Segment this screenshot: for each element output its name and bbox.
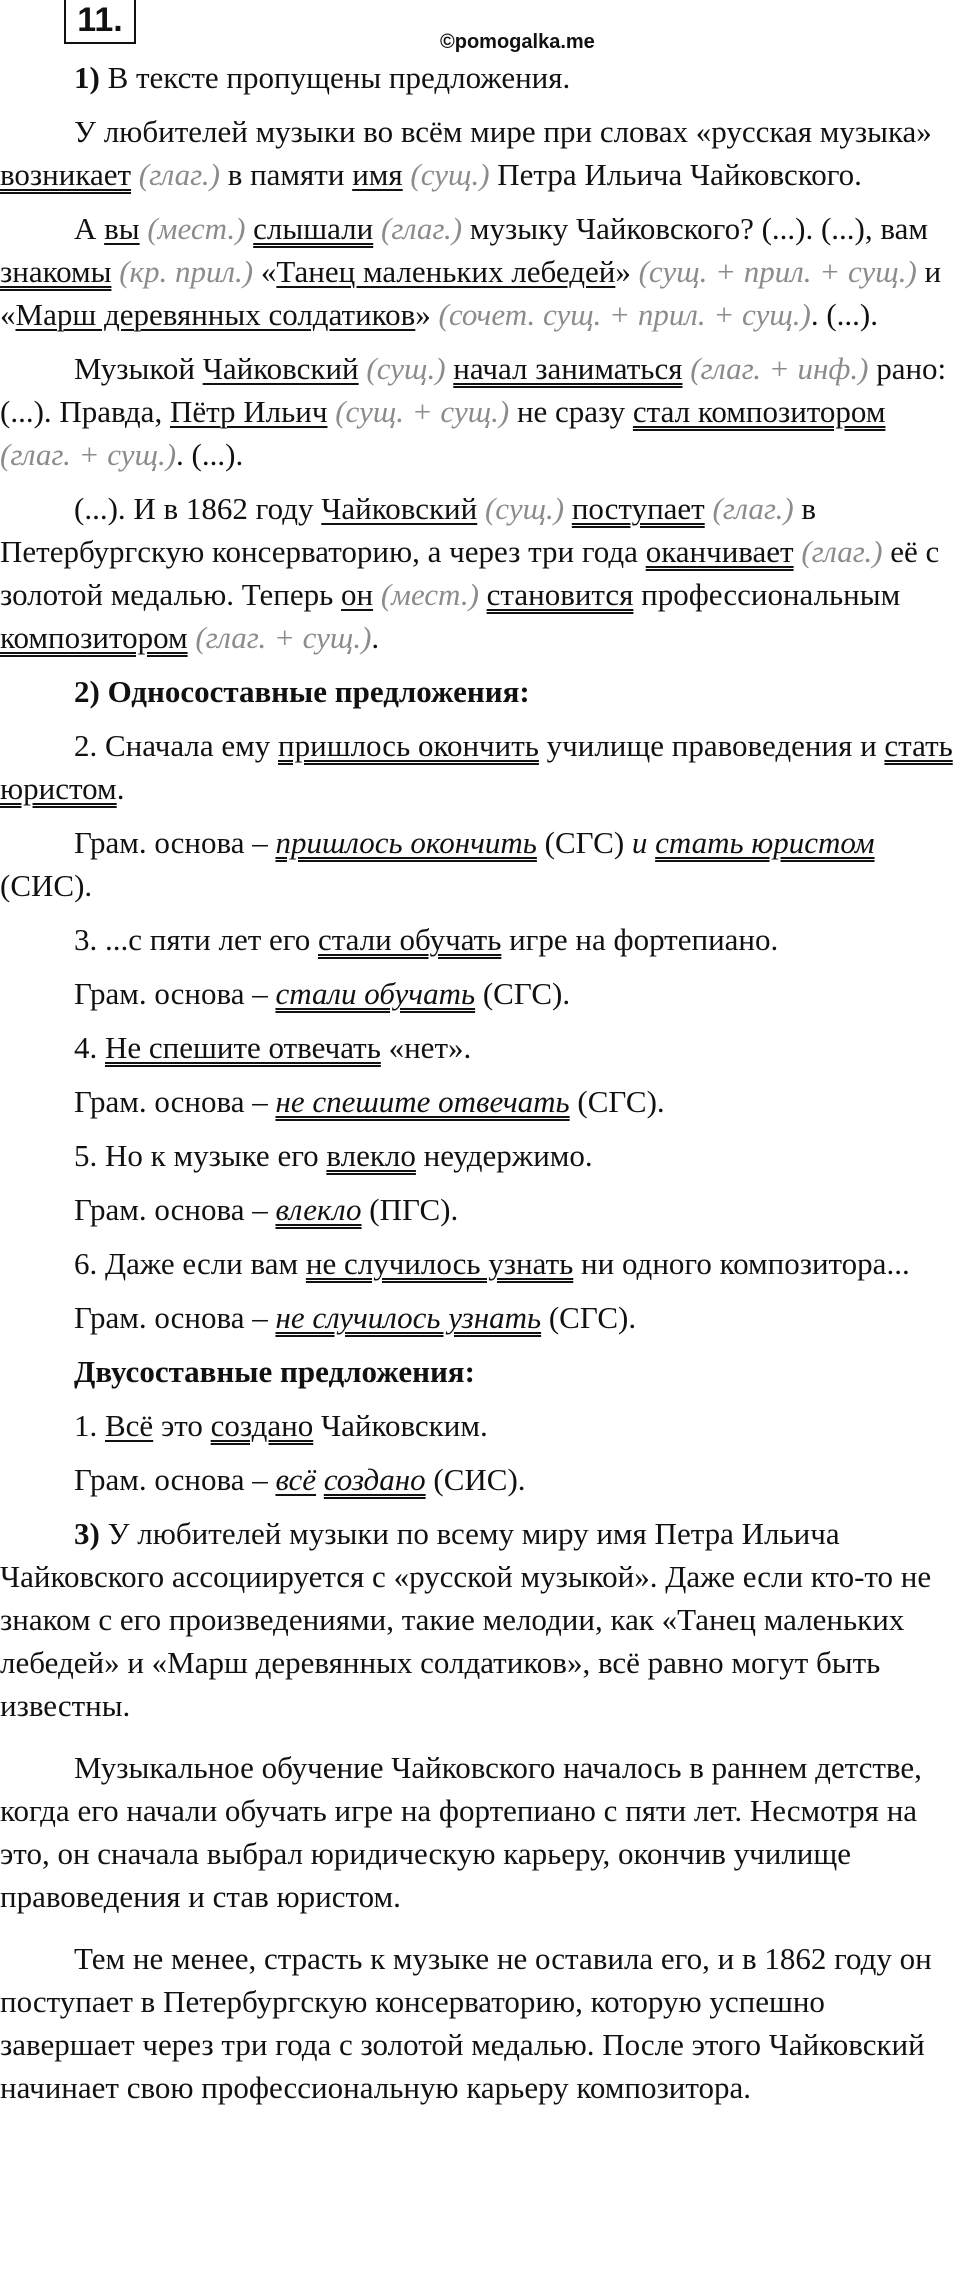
text-segment: Грам. основа – <box>74 1192 276 1227</box>
predicate: пришлось окончить <box>275 825 537 860</box>
text-segment: училище правоведения и <box>538 728 885 763</box>
text-segment: это <box>153 1408 211 1443</box>
predicate: стали обучать <box>275 976 476 1011</box>
part1-label: 1) <box>74 60 100 95</box>
pos-note: (кр. прил.) <box>119 254 254 289</box>
pos-note: (глаг. + сущ.) <box>195 620 372 655</box>
text-segment: в памяти <box>219 157 353 192</box>
predicate: стал композитором <box>632 394 886 429</box>
subject: он <box>341 577 374 612</box>
text-segment: и <box>631 825 648 860</box>
text-segment: Чайковским. <box>313 1408 488 1443</box>
pos-note: (глаг. + сущ.) <box>0 437 177 472</box>
pos-note: (мест.) <box>147 211 246 246</box>
text-segment: «нет». <box>380 1030 472 1065</box>
text-segment: . <box>116 771 125 806</box>
subject: Марш деревянных солдатиков <box>15 297 416 332</box>
text-segment: и « <box>0 254 942 332</box>
text-segment: Грам. основа – <box>74 1300 276 1335</box>
part3-paragraph-1 <box>0 1512 955 1727</box>
sentence-6 <box>0 1242 955 1285</box>
predicate: не случилось узнать <box>305 1246 574 1281</box>
text-segment: (СГС). <box>475 976 571 1011</box>
basis-1 <box>0 1458 955 1501</box>
predicate: пришлось окончить <box>278 728 539 763</box>
text-segment: Грам. основа – <box>74 825 276 860</box>
subject: вы <box>104 211 140 246</box>
text-segment: (...). И в 1862 году <box>74 491 322 526</box>
text-segment: Грам. основа – <box>74 976 276 1011</box>
text-segment: (СИС). <box>425 1462 526 1497</box>
subject: Чайковский <box>321 491 478 526</box>
pos-note: (сущ. + прил. + сущ.) <box>638 254 917 289</box>
sentence-1 <box>0 1404 955 1447</box>
text-segment: (СГС) <box>536 825 632 860</box>
predicate: знакомы <box>0 254 112 289</box>
text-segment: в Петербургскую консерваторию, а через три года <box>0 491 817 569</box>
predicate: влекло <box>275 1192 362 1227</box>
predicate: поступает <box>571 491 705 526</box>
text-segment: 2. Сначала ему <box>74 728 279 763</box>
subject: Всё <box>105 1408 154 1443</box>
text-segment: Грам. основа – <box>74 1462 276 1497</box>
text-segment: 6. Даже если вам <box>74 1246 306 1281</box>
text-segment: . (...). <box>176 437 244 472</box>
predicate: слышали <box>253 211 374 246</box>
text-segment: У любителей музыки во всём мире при словах «русская музыка» <box>74 114 932 149</box>
text-segment: музыку Чайковского? (...). (...), вам <box>462 211 928 246</box>
part3-paragraph-2: Музыкальное обучение Чайковского началось в раннем детстве, когда его начали обучать игре на фортепиано с пяти лет. Несмотря на это, он сначала выбрал юридическую карьеру, окончив училище правоведения и став юристом. <box>0 1750 922 1914</box>
sentence-4 <box>0 1026 955 1069</box>
subject: всё <box>275 1462 317 1497</box>
basis-4 <box>0 1080 955 1123</box>
heading-two-part: Двусоставные предложения: <box>74 1354 475 1389</box>
text-segment: 5. Но к музыке его <box>74 1138 327 1173</box>
sentence-2 <box>0 724 955 810</box>
text-segment: . (...). <box>810 297 878 332</box>
text-segment: неудержимо. <box>415 1138 593 1173</box>
text-segment: Музыкой <box>74 351 203 386</box>
part3-paragraph-3: Тем не менее, страсть к музыке не оставила его, и в 1862 году он поступает в Петербургскую консерваторию, которую успешно завершает через три года с золотой медалью. После этого Чайковский начинает свою профессиональную карьеру композитора. <box>0 1941 932 2105</box>
part1-paragraph-1 <box>0 110 955 196</box>
predicate: начал заниматься <box>453 351 683 386</box>
part1-paragraph-4 <box>0 487 955 659</box>
basis-3 <box>0 972 955 1015</box>
text-segment: В тексте пропущены предложения. <box>99 60 571 95</box>
basis-6 <box>0 1296 955 1339</box>
sentence-3 <box>0 918 955 961</box>
subject: Пётр Ильич <box>169 394 328 429</box>
pos-note: (сущ.) <box>410 157 490 192</box>
content <box>0 56 955 2120</box>
part3-label: 3) <box>74 1516 100 1551</box>
exercise-number: 11. <box>64 0 136 44</box>
text-segment: игре на фортепиано. <box>501 922 779 957</box>
subject: Чайковский <box>202 351 359 386</box>
text-segment: рано: (...). Правда, <box>0 351 947 429</box>
pos-note: (глаг.) <box>712 491 794 526</box>
text-segment: (СИС). <box>0 868 93 903</box>
predicate: стать юристом <box>0 728 953 806</box>
text-segment: » <box>415 297 431 332</box>
site-watermark: ©pomogalka.me <box>440 31 595 53</box>
text-segment: (СГС). <box>569 1084 665 1119</box>
text-segment: (СГС). <box>541 1300 637 1335</box>
subject: Танец маленьких лебедей <box>276 254 616 289</box>
predicate: не случилось узнать <box>275 1300 542 1335</box>
predicate: композитором <box>0 620 188 655</box>
text-segment: « <box>260 254 277 289</box>
pos-note: (глаг. + инф.) <box>690 351 869 386</box>
text-segment: Петра Ильича Чайковского. <box>489 157 862 192</box>
predicate: создано <box>210 1408 314 1443</box>
part1-intro <box>0 56 955 99</box>
text-segment: 3. ...с пяти лет его <box>74 922 318 957</box>
text-segment: не сразу <box>509 394 633 429</box>
pos-note: (глаг.) <box>138 157 220 192</box>
predicate: не спешите отвечать <box>275 1084 570 1119</box>
pos-note: (мест.) <box>380 577 479 612</box>
part1-paragraph-3 <box>0 347 955 476</box>
pos-note: (сущ. + сущ.) <box>335 394 510 429</box>
text-segment: 1. <box>74 1408 105 1443</box>
text-segment: Грам. основа – <box>74 1084 276 1119</box>
predicate: Не спешите отвечать <box>105 1030 381 1065</box>
text-segment: У любителей музыки по всему миру имя Петра Ильича Чайковского ассоциируется с «русской музыкой». Даже если кто-то не знаком с его произведениями, такие мелодии, как «Танец маленьких лебедей» и «Марш деревянных солдатиков», всё равно могут быть известны. <box>0 1516 932 1723</box>
part1-paragraph-2 <box>0 207 955 336</box>
pos-note: (глаг.) <box>380 211 463 246</box>
predicate: возникает <box>0 157 132 192</box>
pos-note: (сочет. сущ. + прил. + сущ.) <box>438 297 811 332</box>
text-segment: профессиональным <box>633 577 901 612</box>
text-segment: 4. <box>74 1030 105 1065</box>
predicate: стали обучать <box>317 922 502 957</box>
predicate: становится <box>486 577 634 612</box>
predicate: влекло <box>326 1138 416 1173</box>
text-segment: » <box>615 254 631 289</box>
text-segment: . <box>371 620 380 655</box>
predicate: стать юристом <box>655 825 875 860</box>
text-segment: А <box>74 211 105 246</box>
subject: имя <box>352 157 403 192</box>
sentence-5 <box>0 1134 955 1177</box>
basis-2 <box>0 821 955 907</box>
heading-one-part: 2) Односоставные предложения: <box>74 674 530 709</box>
text-segment: ни одного композитора... <box>573 1246 910 1281</box>
basis-5 <box>0 1188 955 1231</box>
pos-note: (сущ.) <box>366 351 446 386</box>
text-segment: её с золотой медалью. Теперь <box>0 534 940 612</box>
pos-note: (глаг.) <box>801 534 883 569</box>
predicate: оканчивает <box>645 534 794 569</box>
predicate: создано <box>323 1462 426 1497</box>
pos-note: (сущ.) <box>484 491 565 526</box>
text-segment: (ПГС). <box>361 1192 459 1227</box>
